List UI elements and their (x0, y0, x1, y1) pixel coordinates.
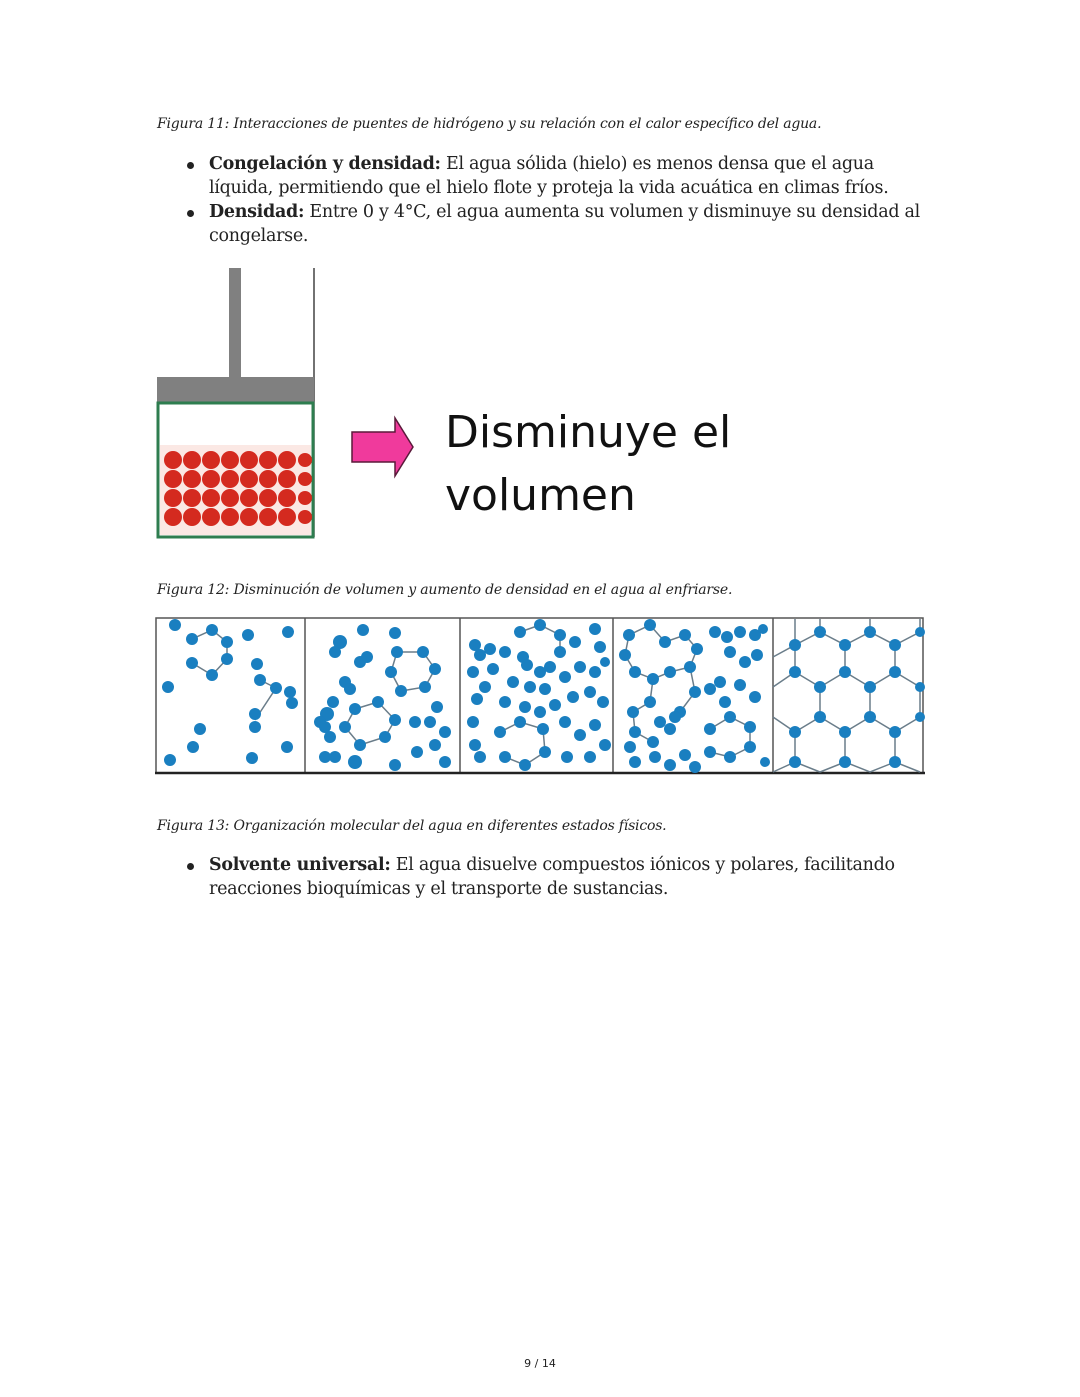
figure-13-caption: Figura 13: Organización molecular del agua en diferentes estados físicos. (157, 818, 667, 834)
bullet-list-solvent (185, 853, 925, 901)
piston-rod (229, 268, 241, 380)
bullet-text: El agua disuelve compuestos iónicos y polares, facilitando reacciones bioquímicas y el transporte de sustancias. (209, 855, 895, 899)
figure-11-caption: Figura 11: Interacciones de puentes de hidrógeno y su relación con el calor específico del agua. (157, 116, 822, 132)
bullet-term: Solvente universal: (209, 855, 391, 875)
piston-head (157, 377, 314, 403)
bullet-text: Entre 0 y 4°C, el agua aumenta su volumen y disminuye su densidad al congelarse. (209, 202, 920, 246)
figure-13-molecular-states (155, 617, 925, 777)
figure-12-text-line2: volumen (445, 470, 636, 521)
arrow-right-icon (352, 418, 413, 476)
figure-12-caption: Figura 12: Disminución de volumen y aumento de densidad en el agua al enfriarse. (157, 582, 733, 598)
bullet-item-congelacion (185, 152, 925, 200)
bullet-term: Densidad: (209, 202, 305, 222)
bullet-item-solvente (185, 853, 925, 901)
figure-12-piston-diagram (155, 265, 755, 545)
bullet-item-densidad (185, 200, 925, 248)
bullet-text: El agua sólida (hielo) es menos densa que el agua líquida, permitiendo que el hielo flote y proteja la vida acuática en climas fríos. (209, 154, 889, 198)
bullet-term: Congelación y densidad: (209, 154, 441, 174)
page-number: 9 / 14 (524, 1357, 556, 1370)
bullet-list-properties (185, 152, 925, 248)
figure-12-text-line1: Disminuye el (445, 407, 732, 458)
